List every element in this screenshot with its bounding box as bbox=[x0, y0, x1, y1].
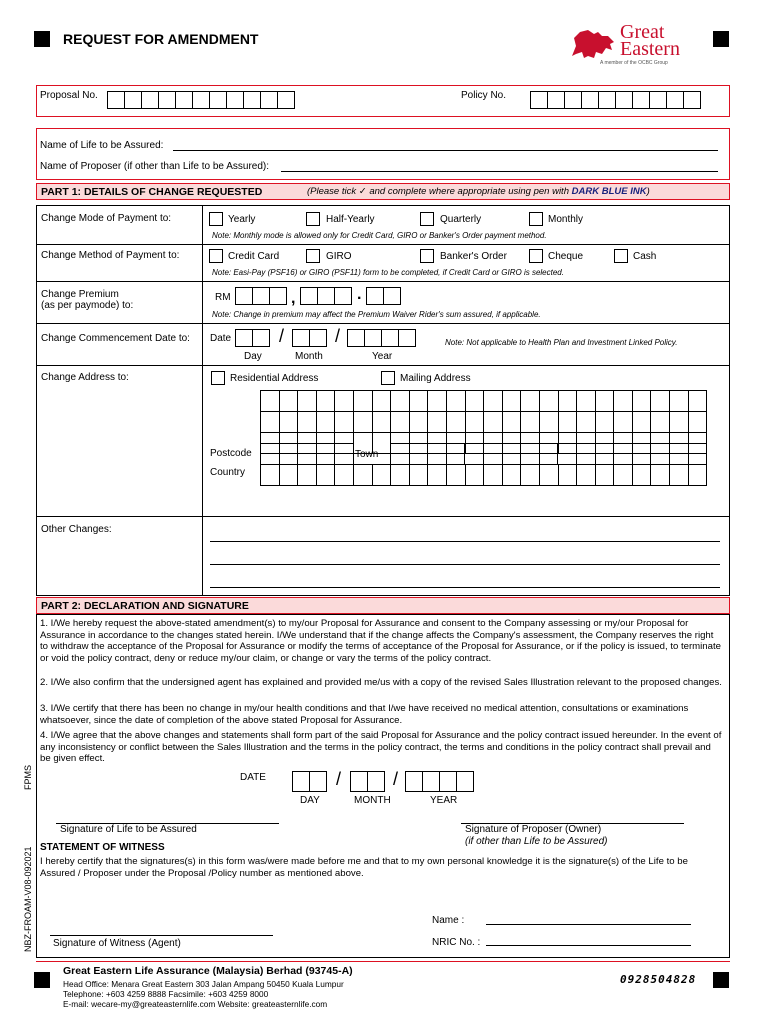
footer-phone: Telephone: +603 4259 8888 Facsimile: +603 4259 8000 bbox=[63, 989, 269, 999]
other-changes-line-2[interactable] bbox=[210, 564, 720, 565]
row-divider bbox=[36, 281, 730, 282]
yearly-label: Yearly bbox=[228, 214, 256, 225]
date-slash: / bbox=[335, 326, 341, 346]
commencement-day-boxes[interactable] bbox=[235, 329, 270, 347]
town-label: Town bbox=[355, 449, 379, 460]
declaration-year-boxes[interactable] bbox=[405, 771, 474, 792]
town-grid[interactable] bbox=[390, 443, 707, 465]
premium-cents-boxes[interactable] bbox=[366, 287, 401, 305]
part2-header bbox=[36, 597, 730, 614]
declaration-year-caption: YEAR bbox=[430, 795, 458, 806]
footer-email: E-mail: wecare-my@greateasternlife.com Website: greateasternlife.com bbox=[63, 999, 328, 1009]
lion-icon bbox=[568, 26, 618, 60]
proposer-signature-label: Signature of Proposer (Owner) bbox=[465, 824, 602, 835]
footer-address: Head Office: Menara Great Eastern 303 Jalan Ampang 50450 Kuala Lumpur bbox=[63, 979, 344, 989]
logo-wordmark: Great Eastern bbox=[620, 21, 680, 60]
method-note: Note: Easi-Pay (PSF16) or GIRO (PSF11) form to be completed, if Credit Card or GIRO is selected. bbox=[212, 268, 564, 277]
row-divider bbox=[36, 244, 730, 245]
row-divider bbox=[36, 516, 730, 517]
proposer-signature-note: (if other than Life to be Assured) bbox=[465, 836, 608, 847]
life-assured-field[interactable] bbox=[173, 150, 718, 151]
credit-card-checkbox[interactable] bbox=[209, 249, 223, 263]
witness-nric-label: NRIC No. : bbox=[432, 937, 481, 948]
part1-title: PART 1: DETAILS OF CHANGE REQUESTED bbox=[41, 186, 263, 198]
monthly-label: Monthly bbox=[548, 214, 584, 225]
mode-label: Change Mode of Payment to: bbox=[41, 213, 172, 224]
other-changes-label: Other Changes: bbox=[41, 524, 112, 535]
row-divider bbox=[36, 365, 730, 366]
date-label: Date bbox=[210, 333, 232, 344]
other-changes-line-3[interactable] bbox=[210, 587, 720, 588]
proposer-field[interactable] bbox=[281, 171, 718, 172]
other-changes-line-1[interactable] bbox=[210, 541, 720, 542]
declaration-date-label: DATE bbox=[240, 772, 266, 783]
declaration-day-caption: DAY bbox=[300, 795, 320, 806]
day-caption: Day bbox=[244, 351, 262, 362]
declaration-day-boxes[interactable] bbox=[292, 771, 327, 792]
fpms-label: FPMS bbox=[23, 764, 33, 790]
witness-nric-field[interactable] bbox=[486, 945, 691, 946]
premium-sublabel: (as per paymode) to: bbox=[41, 300, 134, 311]
cheque-label: Cheque bbox=[548, 251, 584, 262]
serial-number: 0928504828 bbox=[620, 973, 697, 986]
registration-mark-top-left bbox=[34, 31, 50, 47]
witness-signature-line[interactable] bbox=[50, 935, 273, 936]
part1-instruction: (Please tick ✓ and complete where appropriate using pen with DARK BLUE INK) bbox=[307, 186, 650, 197]
commencement-label: Change Commencement Date to: bbox=[41, 333, 190, 344]
witness-signature-label: Signature of Witness (Agent) bbox=[53, 938, 181, 949]
declaration-month-boxes[interactable] bbox=[350, 771, 385, 792]
names-section bbox=[36, 128, 730, 180]
half-yearly-label: Half-Yearly bbox=[326, 214, 375, 225]
residential-label: Residential Address bbox=[230, 373, 319, 384]
declaration-3: 3. I/We certify that there has been no change in my/our health conditions and that I/we have received no medical attention, consultations or examinations whatsoever, since the date of completion of the above stated Proposal for Assurance. bbox=[40, 703, 689, 726]
monthly-checkbox[interactable] bbox=[529, 212, 543, 226]
quarterly-checkbox[interactable] bbox=[420, 212, 434, 226]
part1-header bbox=[36, 183, 730, 200]
registration-mark-bottom-left bbox=[34, 972, 50, 988]
witness-name-field[interactable] bbox=[486, 924, 691, 925]
quarterly-label: Quarterly bbox=[440, 214, 482, 225]
cheque-checkbox[interactable] bbox=[529, 249, 543, 263]
year-caption: Year bbox=[372, 351, 393, 362]
premium-comma: , bbox=[291, 290, 296, 307]
premium-dot: . bbox=[357, 286, 362, 303]
declaration-2: 2. I/We also confirm that the undersigned agent has explained and provided me/us with a copy of the revised Sales Illustration relevant to the proposed changes. bbox=[40, 677, 722, 688]
commencement-year-boxes[interactable] bbox=[347, 329, 416, 347]
cash-label: Cash bbox=[633, 251, 657, 262]
half-yearly-checkbox[interactable] bbox=[306, 212, 320, 226]
method-label: Change Method of Payment to: bbox=[41, 250, 180, 261]
registration-mark-bottom-right bbox=[713, 972, 729, 988]
premium-note: Note: Change in premium may affect the Premium Waiver Rider's sum assured, if applicable. bbox=[212, 310, 541, 319]
proposal-no-boxes[interactable] bbox=[107, 91, 295, 109]
tick-icon: ✓ bbox=[358, 186, 367, 197]
credit-card-label: Credit Card bbox=[228, 251, 280, 262]
commencement-month-boxes[interactable] bbox=[292, 329, 327, 347]
mode-note: Note: Monthly mode is allowed only for Credit Card, GIRO or Banker's Order payment method. bbox=[212, 231, 547, 240]
logo-tagline: A member of the OCBC Group bbox=[600, 60, 668, 66]
currency-label: RM bbox=[215, 292, 231, 303]
date-slash: / bbox=[336, 769, 342, 789]
postcode-label: Postcode bbox=[210, 448, 252, 459]
address-label: Change Address to: bbox=[41, 372, 129, 383]
witness-statement: I hereby certify that the signatures(s) in this form was/were made before me and that to my own personal knowledge it is the signature(s) of the Life to be Assured / Proposer under the Proposal /Policy number as mentioned above. bbox=[40, 856, 688, 879]
date-slash: / bbox=[393, 769, 399, 789]
policy-no-label: Policy No. bbox=[461, 90, 507, 101]
premium-thousands-boxes[interactable] bbox=[235, 287, 287, 305]
residential-checkbox[interactable] bbox=[211, 371, 225, 385]
country-label: Country bbox=[210, 467, 246, 478]
mailing-checkbox[interactable] bbox=[381, 371, 395, 385]
cash-checkbox[interactable] bbox=[614, 249, 628, 263]
mailing-label: Mailing Address bbox=[400, 373, 471, 384]
premium-units-boxes[interactable] bbox=[300, 287, 352, 305]
commencement-note: Note: Not applicable to Health Plan and Investment Linked Policy. bbox=[445, 338, 678, 347]
date-slash: / bbox=[279, 326, 285, 346]
proposal-no-label: Proposal No. bbox=[40, 90, 98, 101]
declaration-month-caption: MONTH bbox=[354, 795, 391, 806]
life-assured-signature-label: Signature of Life to be Assured bbox=[60, 824, 197, 835]
row-divider bbox=[36, 323, 730, 324]
bankers-order-label: Banker's Order bbox=[440, 251, 507, 262]
life-assured-label: Name of Life to be Assured: bbox=[40, 140, 164, 151]
declaration-1: 1. I/We hereby request the above-stated amendment(s) to my/our Proposal for Assurance and consent to the Company assessing or my/our Proposal for Assurance in accordance to the changes stated herein. I/We understand that if the change affects the Company's assessment, the Company reserves the right to withdraw the acceptance of the Proposal for Assurance or modify the terms of acceptance of the Proposal for Assurance, or if the policy is issued, to terminate or void the policy contract, deny or reduce my/our claim, or change or vary the terms of the policy contract. bbox=[40, 618, 721, 664]
postcode-grid[interactable] bbox=[260, 443, 354, 465]
witness-title: STATEMENT OF WITNESS bbox=[40, 842, 165, 853]
yearly-checkbox[interactable] bbox=[209, 212, 223, 226]
company-logo bbox=[568, 21, 693, 72]
policy-no-boxes[interactable] bbox=[530, 91, 701, 109]
proposer-label: Name of Proposer (if other than Life to be Assured): bbox=[40, 161, 270, 172]
part1-column-divider bbox=[202, 205, 203, 596]
declaration-4: 4. I/We agree that the above changes and statements shall form part of the said Proposal for Assurance and the policy contract issued hereunder. In the event of any inconsistency or conflict between the Sales Illustration and the terms in the policy contract, the terms and conditions in the policy contract shall prevail and be given effect. bbox=[40, 730, 722, 764]
page-title: REQUEST FOR AMENDMENT bbox=[63, 31, 259, 47]
witness-name-label: Name : bbox=[432, 915, 465, 926]
footer-divider bbox=[36, 961, 730, 962]
premium-label: Change Premium bbox=[41, 289, 119, 300]
country-grid[interactable] bbox=[260, 464, 707, 486]
giro-checkbox[interactable] bbox=[306, 249, 320, 263]
form-code: NBZ-FROAM-V08-092021 bbox=[23, 846, 33, 952]
footer-company: Great Eastern Life Assurance (Malaysia) Berhad (93745-A) bbox=[63, 965, 353, 977]
month-caption: Month bbox=[295, 351, 323, 362]
bankers-order-checkbox[interactable] bbox=[420, 249, 434, 263]
part2-title: PART 2: DECLARATION AND SIGNATURE bbox=[41, 600, 249, 612]
giro-label: GIRO bbox=[326, 251, 352, 262]
registration-mark-top-right bbox=[713, 31, 729, 47]
